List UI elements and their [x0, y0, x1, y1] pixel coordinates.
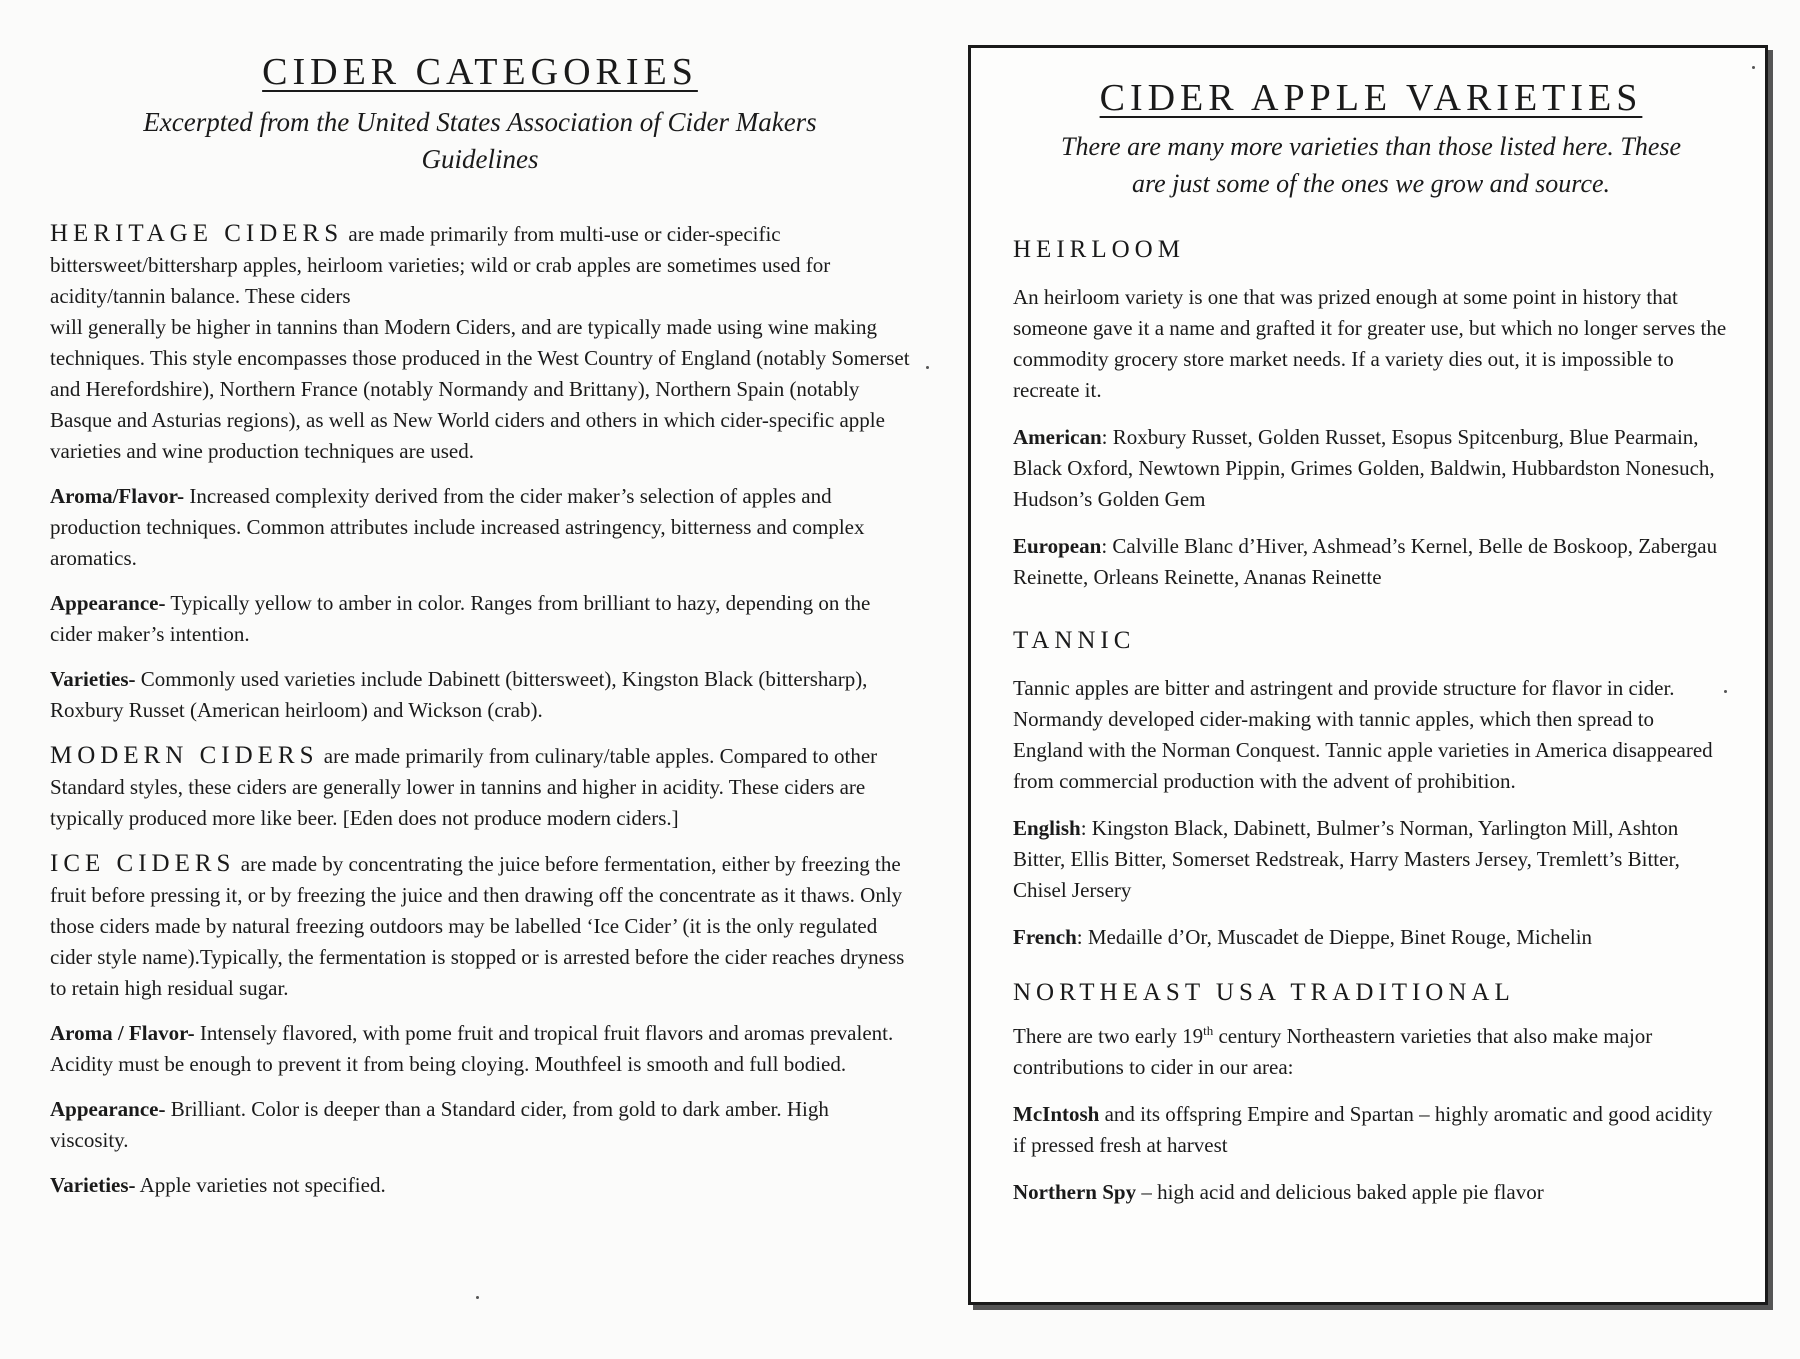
scan-speck [1752, 66, 1755, 69]
english-label: English [1013, 816, 1081, 840]
northeast-mcintosh [1013, 1099, 1729, 1161]
subtitle-line-1: There are many more varieties than those listed here. These [1060, 132, 1682, 161]
european-label: European [1013, 534, 1102, 558]
cider-categories-column [50, 50, 910, 1215]
tannic-english [1013, 813, 1729, 906]
heritage-appearance [50, 588, 910, 650]
cider-apple-varieties-title: CIDER APPLE VARIETIES [1099, 77, 1643, 119]
heritage-aroma [50, 481, 910, 574]
aroma-text: Increased complexity derived from the cider maker’s selection of apples and production techniques. Common attributes include increased astringency, bitterness and complex aromatics. [50, 484, 865, 570]
northeast-section [1013, 979, 1729, 1208]
appearance-label: Appearance- [50, 1097, 166, 1121]
heirloom-american [1013, 422, 1729, 515]
northern-spy-text: – high acid and delicious baked apple pie flavor [1136, 1180, 1544, 1204]
mcintosh-label: McIntosh [1013, 1102, 1100, 1126]
english-text: : Kingston Black, Dabinett, Bulmer’s Norman, Yarlington Mill, Ashton Bitter, Ellis Bitter, Somerset Redstreak, Harry Masters Jersey, Tremlett’s Bitter, Chisel Jersery [1013, 816, 1680, 902]
aroma-text: Intensely flavored, with pome fruit and tropical fruit flavors and aromas prevalent. Acidity must be enough to prevent it from being cloying. Mouthfeel is smooth and full bodied. [50, 1021, 894, 1076]
aroma-label: Aroma / Flavor- [50, 1021, 195, 1045]
french-label: French [1013, 925, 1077, 949]
modern-ciders-heading: MODERN CIDERS [50, 742, 319, 769]
ice-appearance [50, 1094, 910, 1156]
american-text: : Roxbury Russet, Golden Russet, Esopus Spitcenburg, Blue Pearmain, Black Oxford, Newtown Pippin, Grimes Golden, Baldwin, Hubbardston Nonesuch, Hudson’s Golden Gem [1013, 425, 1715, 511]
ice-aroma [50, 1018, 910, 1080]
heirloom-european [1013, 531, 1729, 593]
northern-spy-label: Northern Spy [1013, 1180, 1137, 1204]
cider-apple-varieties-box [968, 45, 1768, 1305]
ice-section [50, 848, 910, 1201]
heirloom-intro: An heirloom variety is one that was prized enough at some point in history that someone gave it a name and grafted it for greater use, but which no longer serves the commodity grocery store market needs. If a variety dies out, it is impossible to recreate it. [1013, 285, 1727, 402]
heritage-paragraph [50, 218, 910, 467]
modern-section [50, 740, 910, 834]
appearance-text: Typically yellow to amber in color. Ranges from brilliant to hazy, depending on the cider maker’s intention. [50, 591, 871, 646]
ice-ciders-heading: ICE CIDERS [50, 850, 236, 877]
tannic-section [1013, 627, 1729, 953]
european-text: : Calville Blanc d’Hiver, Ashmead’s Kernel, Belle de Boskoop, Zabergau Reinette, Orleans Reinette, Ananas Reinette [1013, 534, 1718, 589]
heritage-ciders-heading: HERITAGE CIDERS [50, 220, 344, 247]
subtitle-line-1: Excerpted from the United States Association of Cider Makers [143, 107, 817, 137]
appearance-label: Appearance- [50, 591, 166, 615]
ice-text: are made by concentrating the juice before fermentation, either by freezing the fruit before pressing it, or by freezing the juice and then drawing off the concentrate as it thaws. Only those ciders made by natural freezing outdoors may be labelled ‘Ice Cider’ (it is the only regulated cider style name).Typically, the fermentation is stopped or is arrested before the cider reaches dryness to retain high residual sugar. [50, 852, 905, 1000]
cider-apple-varieties-subtitle [1013, 128, 1729, 202]
subtitle-line-2: Guidelines [421, 144, 539, 174]
heritage-section [50, 218, 910, 726]
modern-paragraph [50, 740, 910, 834]
varieties-text: Commonly used varieties include Dabinett (bittersweet), Kingston Black (bittersharp), Roxbury Russet (American heirloom) and Wickson (crab). [50, 667, 868, 722]
scan-speck [1724, 690, 1727, 693]
scan-speck [926, 366, 929, 369]
heirloom-section [1013, 236, 1729, 593]
subtitle-line-2: are just some of the ones we grow and source. [1131, 169, 1611, 198]
american-label: American [1013, 425, 1102, 449]
varieties-label: Varieties- [50, 1173, 136, 1197]
aroma-label: Aroma/Flavor- [50, 484, 185, 508]
ordinal-superscript: th [1203, 1023, 1214, 1038]
northeast-intro [1013, 1015, 1729, 1083]
ice-varieties [50, 1170, 910, 1201]
appearance-text: Brilliant. Color is deeper than a Standard cider, from gold to dark amber. High viscosity. [50, 1097, 829, 1152]
french-text: : Medaille d’Or, Muscadet de Dieppe, Binet Rouge, Michelin [1076, 925, 1593, 949]
heirloom-heading: HEIRLOOM [1013, 236, 1185, 263]
tannic-french [1013, 922, 1729, 953]
varieties-text: Apple varieties not specified. [135, 1173, 386, 1197]
heritage-text: are made primarily from multi-use or cider-specific bittersweet/bittersharp apples, heirloom varieties; wild or crab apples are sometimes used for acidity/tannin balance. These ciders [50, 222, 831, 308]
scan-speck [476, 1296, 479, 1299]
modern-text: are made primarily from culinary/table apples. Compared to other Standard styles, these ciders are generally lower in tannins and higher in acidity. These ciders are typically produced more like beer. [Eden does not produce modern ciders.] [50, 744, 878, 830]
heritage-text-2: will generally be higher in tannins than Modern Ciders, and are typically made using wine making techniques. This style encompasses those produced in the West Country of England (notably Somerset and Herefordshire), Northern France (notably Normandy and Brittany), Northern Spain (notably Basque and Asturias regions), as well as New World ciders and others in which cider-specific apple varieties and wine production techniques are used. [50, 315, 910, 463]
northeast-intro-b: century Northeastern varieties that also make major contributions to cider in our area: [1013, 1024, 1653, 1079]
northeast-heading: NORTHEAST USA TRADITIONAL [1013, 979, 1515, 1006]
ice-paragraph [50, 848, 910, 1004]
varieties-label: Varieties- [50, 667, 136, 691]
tannic-intro: Tannic apples are bitter and astringent and provide structure for flavor in cider. Normandy developed cider-making with tannic apples, which then spread to England with the Norman Conquest. Tannic apple varieties in America disappeared from commercial production with the advent of prohibition. [1013, 676, 1713, 793]
northeast-intro-a: There are two early 19 [1013, 1024, 1204, 1048]
cider-categories-title: CIDER CATEGORIES [262, 51, 698, 93]
northeast-northern-spy [1013, 1177, 1729, 1208]
cider-categories-subtitle [50, 104, 910, 178]
heritage-varieties [50, 664, 910, 726]
mcintosh-text: and its offspring Empire and Spartan – highly aromatic and good acidity if pressed fresh at harvest [1013, 1102, 1713, 1157]
tannic-heading: TANNIC [1013, 627, 1136, 654]
